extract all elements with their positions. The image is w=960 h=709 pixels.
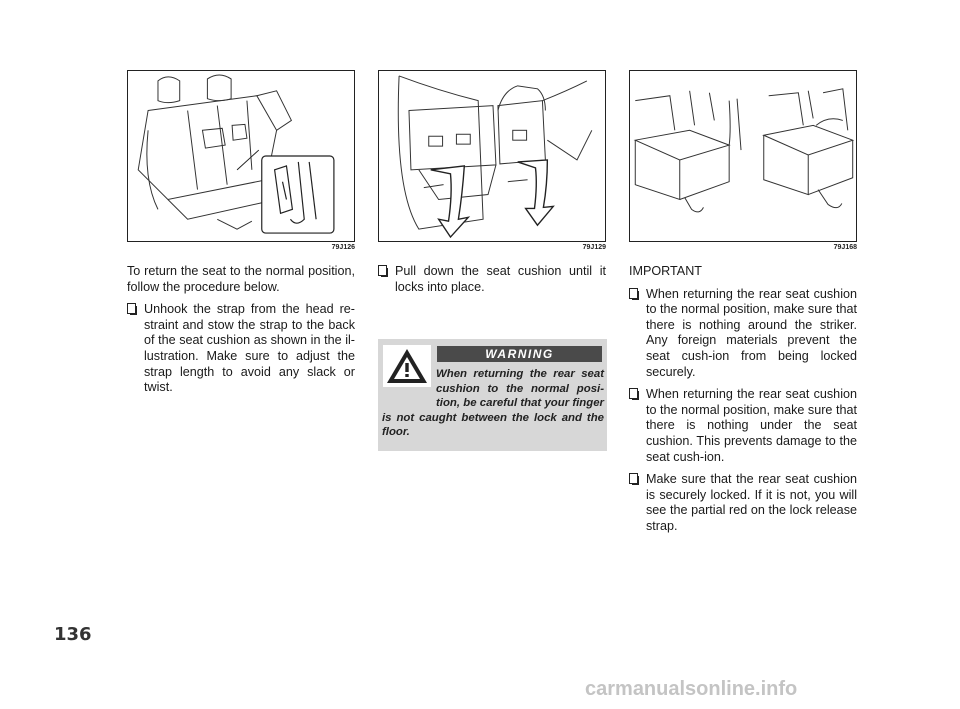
figure-code: 79J168 [833, 244, 857, 251]
seat-position-illustration [630, 71, 856, 241]
list-item-text: When returning the rear seat cushion to the normal position, make sure that there is nothing under the seat cushion. This prevents damage to the seat cush-ion. [646, 387, 857, 464]
figure-headrest-strap [127, 70, 355, 242]
figure-pull-down-cushion [378, 70, 606, 242]
column-2 [378, 264, 606, 295]
watermark: carmanualsonline.info [585, 678, 798, 700]
figure-code: 79J129 [582, 244, 606, 251]
important-heading: IMPORTANT [629, 264, 702, 278]
list-item [629, 472, 857, 534]
column-3 [629, 264, 857, 535]
list-item-text: When returning the rear seat cushion to the normal position, make sure that there is nothing around the striker. Any foreign materials prevent the seat cush-ion from being locked securely. [646, 286, 857, 379]
list-item [629, 387, 857, 465]
cushion-pull-down-illustration [379, 71, 605, 241]
warning-title: WARNING [437, 346, 602, 362]
checkbox-bullet-icon [127, 303, 136, 314]
checkbox-bullet-icon [378, 265, 387, 276]
warning-text-block [382, 367, 604, 440]
list-item-text: Make sure that the rear seat cushion is securely locked. If it is not, you will see the partial red on the lock release strap. [646, 472, 857, 533]
warning-text: When returning the rear seat cushion to the normal posi-tion, be careful that your finger is not caught between the lock and the floor. [382, 368, 604, 439]
column-1 [127, 264, 355, 396]
list-item-text: Unhook the strap from the head re-straint and stow the strap to the back of the seat cushion as shown in the il-lustration. Make sure to adjust the strap length to avoid any slack or twist. [144, 302, 355, 395]
figure-seat-positions [629, 70, 857, 242]
figure-code: 79J126 [331, 244, 355, 251]
list-item [629, 287, 857, 381]
seat-strap-illustration [128, 71, 354, 241]
page-number: 136 [54, 624, 92, 645]
checkbox-bullet-icon [629, 388, 638, 399]
list-item-text: Pull down the seat cushion until it locks into place. [395, 264, 606, 294]
checkbox-bullet-icon [629, 288, 638, 299]
intro-text: To return the seat to the normal position, follow the procedure below. [127, 264, 355, 294]
checkbox-bullet-icon [629, 473, 638, 484]
list-item [378, 264, 606, 295]
warning-box [378, 339, 607, 451]
list-item [127, 302, 355, 396]
